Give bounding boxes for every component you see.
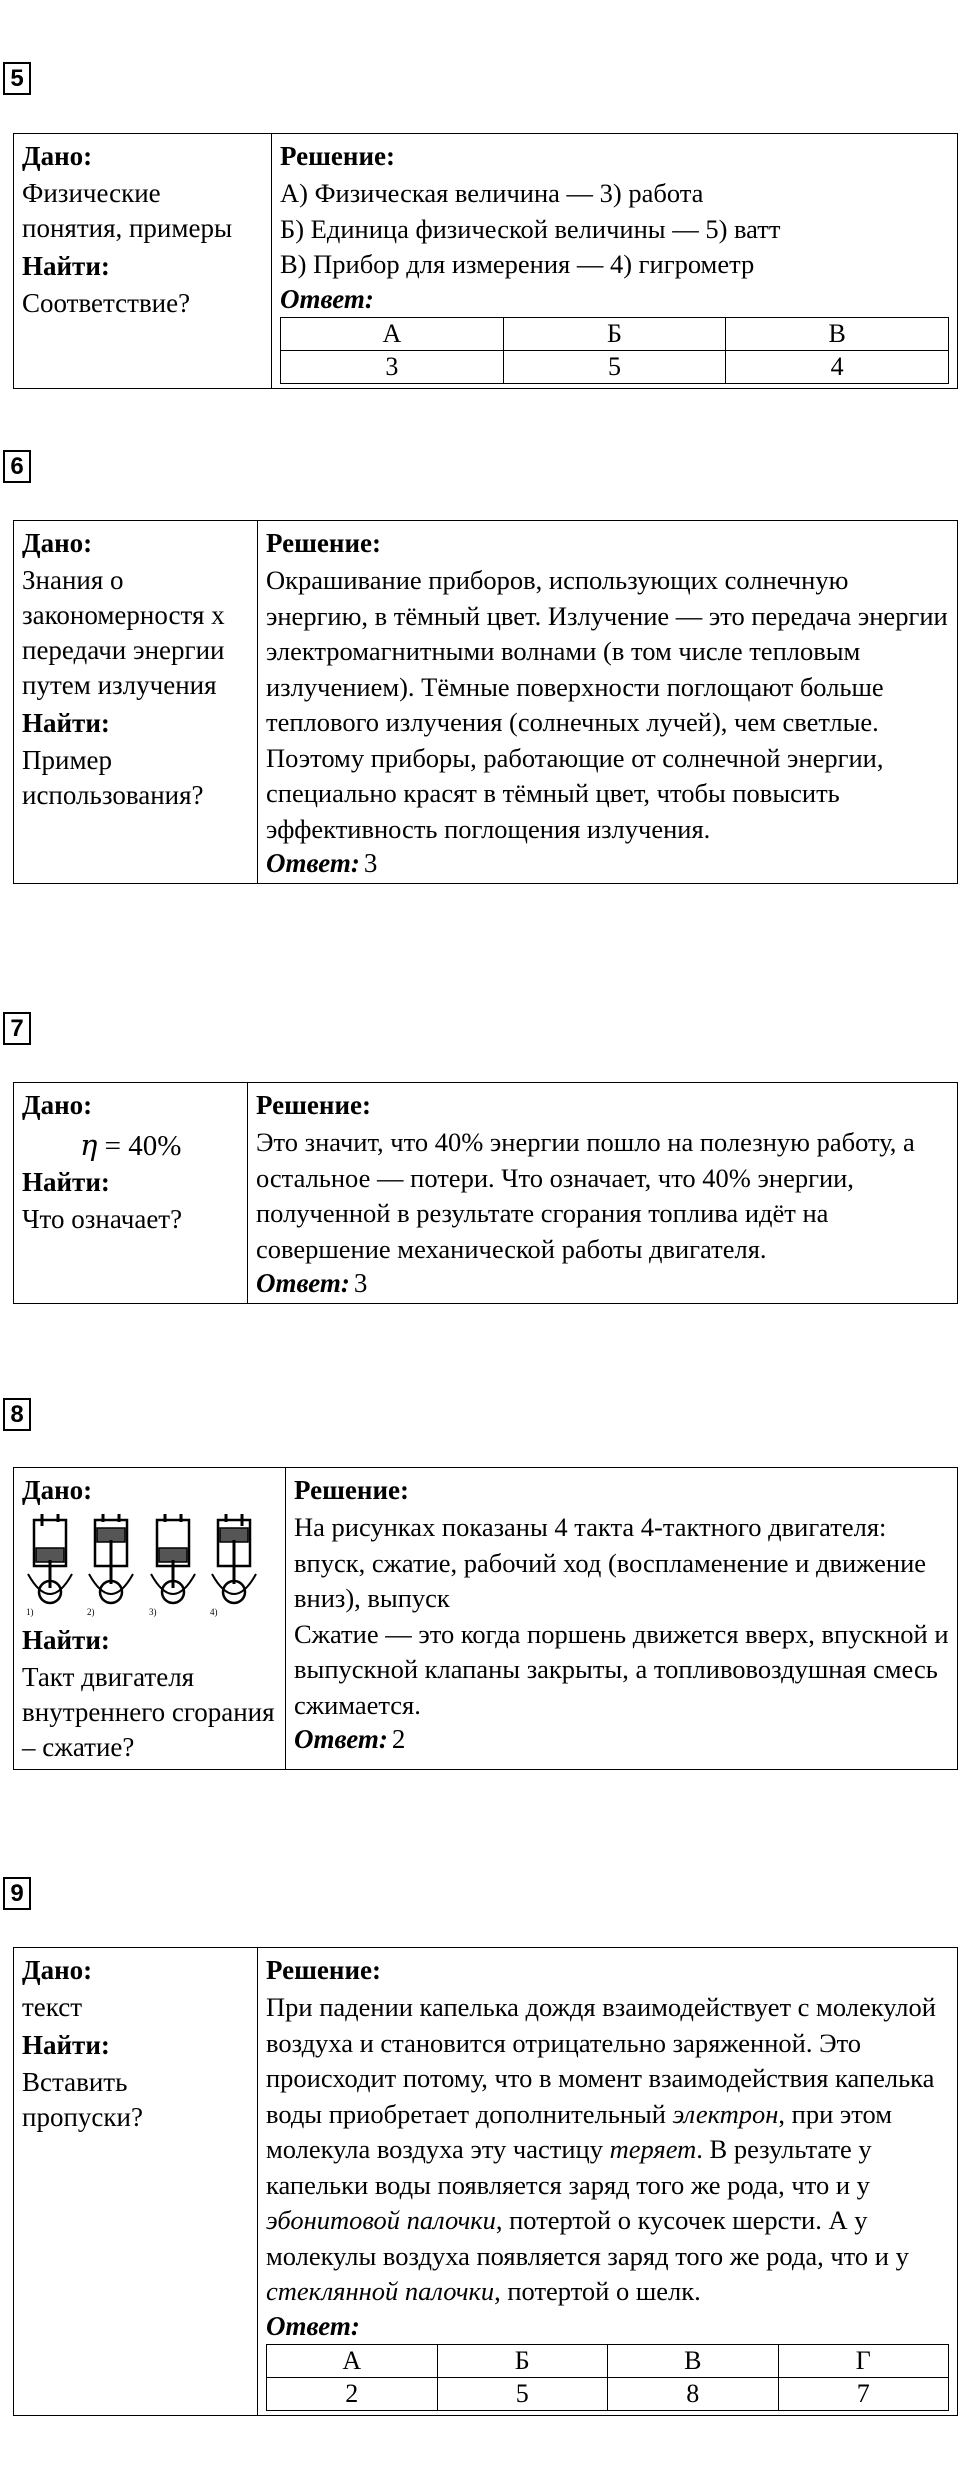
answer-value: 3 (353, 1268, 368, 1298)
given-column (14, 1468, 286, 1770)
find-text: Что означает? (22, 1204, 183, 1234)
given-label: Дано: (22, 528, 93, 558)
answer-value: 3 (281, 350, 504, 383)
filled-blank: эбонитовой палочки (266, 2205, 496, 2235)
stroke-label: 2) (87, 1607, 95, 1617)
answer-label: Ответ: (266, 2310, 360, 2341)
answer-value: 5 (437, 2377, 608, 2410)
filled-blank: электрон (672, 2098, 779, 2129)
solution-column (272, 134, 958, 389)
solution-fragment: При падении капелька дождя взаимодействует с молекулой воздуха и становится отрицательно заряженной. Это происходит потому, что в момент взаимодействия капелька воды приобретает дополнительный (266, 1992, 936, 2129)
task-6-table (13, 520, 958, 884)
answer-line (256, 1267, 949, 1299)
answer-value: 8 (608, 2377, 779, 2410)
solution-fragment: , потертой о кусочек шерсти. А у молекулы воздуха появляется заряд того же рода, что и у (266, 2205, 909, 2271)
task-9-table (13, 1947, 958, 2416)
solution-column (248, 1083, 958, 1304)
given-column (14, 1083, 248, 1304)
given-label: Дано: (22, 1090, 93, 1120)
answer-header: А (281, 317, 504, 350)
solution-label: Решение: (266, 1955, 381, 1985)
engine-stroke-compression-icon (83, 1514, 139, 1618)
answer-line (294, 1723, 949, 1755)
solution-column (258, 521, 958, 884)
answer-label: Ответ: (280, 283, 374, 314)
given-column (14, 1948, 258, 2416)
task-number-7: 7 (3, 1012, 31, 1045)
given-label: Дано: (22, 1955, 93, 1985)
answer-value: 4 (726, 350, 949, 383)
given-column (14, 521, 258, 884)
task-number-6: 6 (3, 450, 31, 483)
efficiency-formula (22, 1125, 239, 1166)
given-label: Дано: (22, 141, 93, 171)
solution-text (280, 176, 949, 283)
given-text: Физические понятия, примеры (22, 178, 233, 243)
task-number-9: 9 (3, 1877, 31, 1910)
solution-label: Решение: (294, 1475, 409, 1505)
find-text: Вставить пропуски? (22, 2067, 143, 2132)
filled-blank: стеклянной палочки (266, 2276, 495, 2306)
answer-label: Ответ: (294, 1724, 388, 1754)
answer-header: В (608, 2344, 779, 2377)
answer-header: Б (437, 2344, 608, 2377)
find-text: Пример использования? (22, 745, 204, 810)
task-8-table (13, 1467, 958, 1770)
task-7-table (13, 1082, 958, 1304)
efficiency-value: = 40% (97, 1130, 182, 1162)
solution-column (286, 1468, 958, 1770)
solution-text: Окрашивание приборов, использующих солнечную энергию, в тёмный цвет. Излучение — это передача энергии электромагнитными волнами (в том числе тепловым излучением). Тёмные поверхности поглощают больше теплового излучения (солнечных лучей), чем светлые. Поэтому приборы, работающие от солнечной энергии, специально красят в тёмный цвет, чтобы повысить эффективность поглощения излучения. (266, 565, 948, 844)
solution-column (258, 1948, 958, 2416)
task-number-8: 8 (3, 1398, 31, 1431)
answer-table (266, 2344, 949, 2411)
solution-paragraph: Сжатие — это когда поршень движется вверх, впускной и выпускной клапаны закрыты, а топливовоздушная смесь сжимается. (294, 1618, 949, 1720)
find-text: Такт двигателя внутреннего сгорания – сжатие? (22, 1662, 275, 1762)
answer-value: 5 (503, 350, 726, 383)
find-label: Найти: (22, 708, 110, 738)
solution-label: Решение: (280, 141, 395, 171)
stroke-label: 3) (148, 1607, 157, 1617)
answer-value: 2 (391, 1724, 406, 1754)
answer-header: Г (778, 2344, 949, 2377)
answer-label: Ответ: (256, 1268, 350, 1298)
given-text: текст (22, 1992, 83, 2022)
solution-text (266, 1990, 949, 2310)
answer-header: Б (503, 317, 726, 350)
solution-label: Решение: (266, 528, 381, 558)
task-number-5: 5 (3, 62, 31, 95)
stroke-label: 4) (209, 1607, 218, 1617)
find-label: Найти: (22, 1625, 110, 1655)
answer-value: 2 (267, 2377, 438, 2410)
answer-value: 7 (778, 2377, 949, 2410)
answer-value: 3 (363, 848, 378, 878)
answer-header: В (726, 317, 949, 350)
stroke-label: 1) (26, 1607, 34, 1617)
find-label: Найти: (22, 2030, 110, 2060)
solution-fragment: , при этом молекула воздуха эту частицу (266, 2098, 893, 2164)
answer-line (266, 847, 949, 879)
solution-label: Решение: (256, 1090, 371, 1120)
given-column (14, 134, 272, 389)
solution-line: Б) Единица физической величины — 5) ватт (280, 213, 781, 244)
solution-paragraph: На рисунках показаны 4 такта 4-тактного двигателя: впуск, сжатие, рабочий ход (воспламенение и движение вниз), выпуск (294, 1512, 927, 1613)
find-label: Найти: (22, 1167, 110, 1197)
solution-line: А) Физическая величина — 3) работа (280, 178, 704, 208)
engine-stroke-intake-icon (22, 1514, 78, 1618)
solution-fragment: . В результате у капельки воды появляется заряд того же рода, что и у (266, 2134, 872, 2200)
find-text: Соответствие? (22, 288, 191, 318)
given-text: Знания о закономерностя х передачи энергии путем излучения (22, 565, 225, 700)
task-5-table (13, 133, 958, 389)
answer-table (280, 317, 949, 384)
eta-symbol: η (80, 1128, 98, 1162)
solution-text (294, 1510, 949, 1723)
engine-stroke-power-icon (145, 1514, 201, 1618)
answer-header: А (267, 2344, 438, 2377)
solution-line: В) Прибор для измерения — 4) гигрометр (280, 249, 755, 279)
solution-fragment: , потертой о шелк. (494, 2276, 701, 2306)
solution-text: Это значит, что 40% энергии пошло на полезную работу, а остальное — потери. Что означает, что 40% энергии, полученной в результате сгорания топлива идёт на совершение механической работы двигателя. (256, 1127, 915, 1264)
engine-strokes-figure (22, 1510, 262, 1618)
answer-label: Ответ: (266, 848, 360, 878)
engine-stroke-exhaust-icon (206, 1514, 262, 1618)
filled-blank: теряет (609, 2134, 697, 2164)
find-label: Найти: (22, 251, 110, 281)
given-label: Дано: (22, 1475, 93, 1505)
